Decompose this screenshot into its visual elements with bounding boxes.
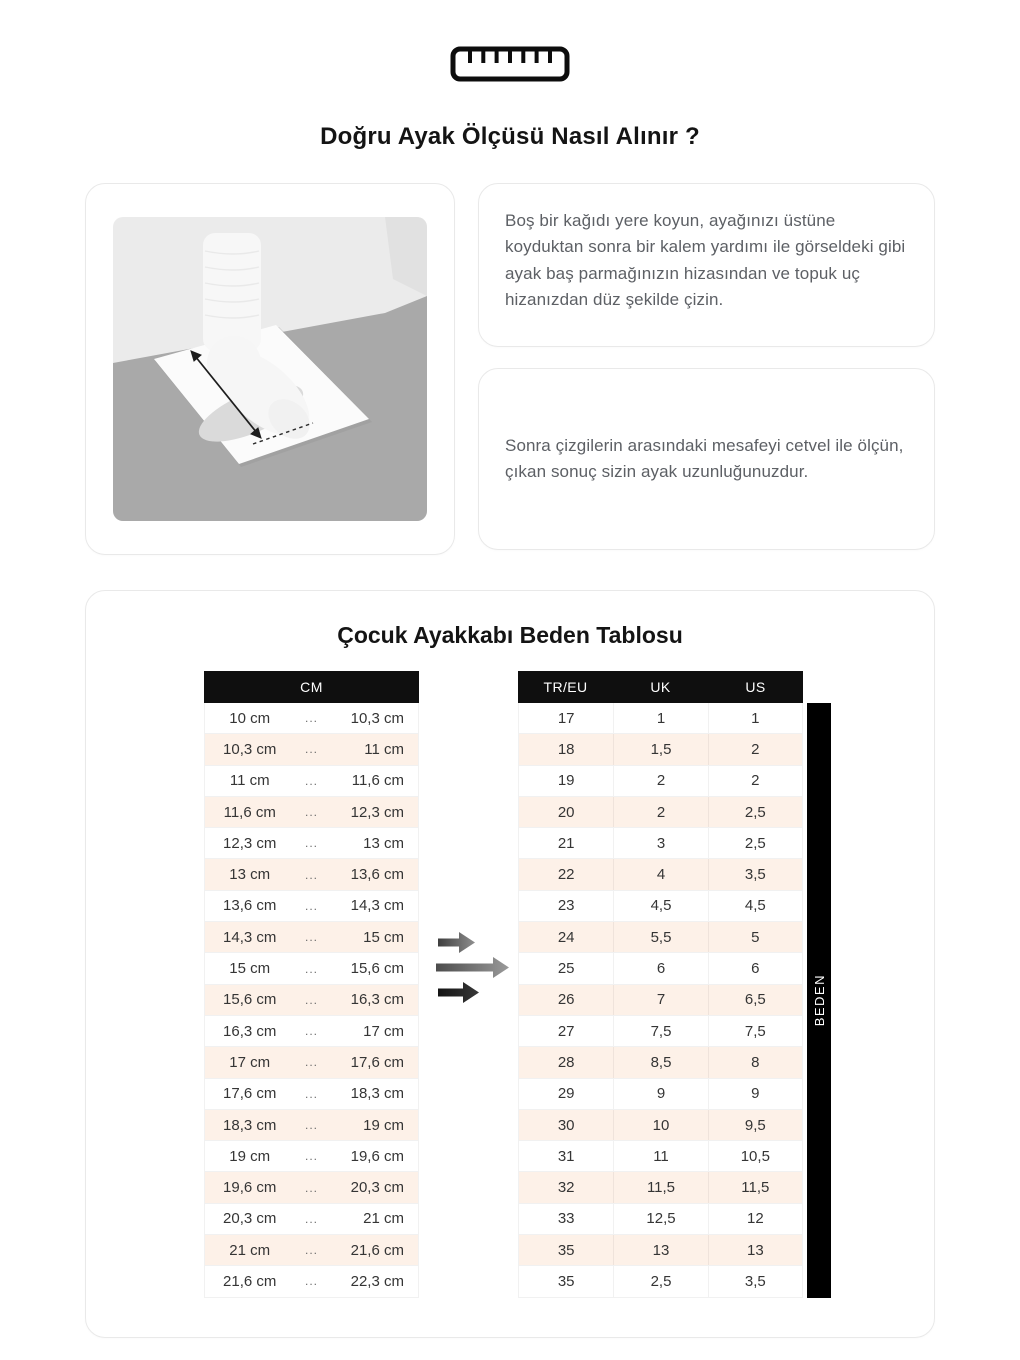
- size-table-row: [519, 985, 802, 1016]
- cm-range-to: 21 cm: [363, 1210, 404, 1228]
- cm-range-to: 18,3 cm: [350, 1085, 404, 1103]
- page-title: Doğru Ayak Ölçüsü Nasıl Alınır ?: [320, 123, 700, 150]
- treu-size: 21: [557, 834, 575, 852]
- beden-bar: [807, 703, 831, 1298]
- instruction-cards: [478, 183, 935, 555]
- uk-size: 1: [613, 703, 707, 733]
- size-table-row: [519, 1141, 802, 1172]
- range-dots: ...: [304, 961, 318, 976]
- size-table-row: [519, 703, 802, 734]
- ruler-icon: [450, 46, 570, 82]
- us-size: 10,5: [708, 1141, 802, 1171]
- cm-range-from: 21 cm: [229, 1241, 271, 1259]
- uk-size: 13: [613, 1235, 707, 1265]
- uk-size: 3: [613, 828, 707, 858]
- cm-table-row: [205, 703, 418, 734]
- cm-range-to: 13 cm: [363, 834, 404, 852]
- treu-size: 20: [557, 803, 575, 821]
- us-size: 2: [708, 734, 802, 764]
- treu-size: 33: [557, 1210, 575, 1228]
- beden-label: BEDEN: [811, 974, 827, 1027]
- size-table-row: [519, 1079, 802, 1110]
- cm-range-to: 22,3 cm: [350, 1272, 404, 1290]
- us-size: 1: [708, 703, 802, 733]
- us-size: 4,5: [708, 891, 802, 921]
- uk-size: 4: [613, 859, 707, 889]
- instruction-text-2: Sonra çizgilerin arasındaki mesafeyi cetvel ile ölçün, çıkan sonuç sizin ayak uzunluğunuzdur.: [505, 435, 904, 481]
- cm-range-to: 13,6 cm: [350, 866, 404, 884]
- cm-table-row: [205, 734, 418, 765]
- us-size: 3,5: [708, 1266, 802, 1296]
- range-dots: ...: [304, 742, 318, 757]
- size-table-row: [519, 1235, 802, 1266]
- us-size: 2,5: [708, 797, 802, 827]
- us-size: 9,5: [708, 1110, 802, 1140]
- treu-size: 26: [557, 991, 575, 1009]
- uk-size: 1,5: [613, 734, 707, 764]
- us-size: 6: [708, 953, 802, 983]
- uk-size: 5,5: [613, 922, 707, 952]
- treu-size: 24: [557, 928, 575, 946]
- size-table-row: [519, 797, 802, 828]
- cm-range-from: 19 cm: [229, 1147, 271, 1165]
- cm-range-from: 21,6 cm: [223, 1272, 277, 1290]
- size-table-row: [519, 1204, 802, 1235]
- instruction-card-2: [478, 368, 935, 550]
- page-header: [0, 0, 1020, 151]
- us-size: 11,5: [708, 1172, 802, 1202]
- international-size-table: [518, 671, 803, 1298]
- size-table-row: [519, 1266, 802, 1297]
- us-size: 8: [708, 1047, 802, 1077]
- uk-size: 6: [613, 953, 707, 983]
- cm-table: [204, 671, 419, 1298]
- range-dots: ...: [304, 805, 318, 820]
- size-table-row: [519, 828, 802, 859]
- range-dots: ...: [304, 1211, 318, 1226]
- range-dots: ...: [304, 1274, 318, 1289]
- cm-range-from: 19,6 cm: [223, 1179, 277, 1197]
- cm-range-to: 16,3 cm: [350, 991, 404, 1009]
- cm-table-row: [205, 953, 418, 984]
- range-dots: ...: [304, 1024, 318, 1039]
- uk-size: 11: [613, 1141, 707, 1171]
- range-dots: ...: [304, 773, 318, 788]
- uk-size: 8,5: [613, 1047, 707, 1077]
- us-size: 9: [708, 1079, 802, 1109]
- cm-range-to: 11,6 cm: [351, 772, 404, 790]
- treu-size: 23: [557, 897, 575, 915]
- uk-size: 12,5: [613, 1204, 707, 1234]
- uk-size: 2,5: [613, 1266, 707, 1296]
- cm-range-to: 11 cm: [364, 740, 404, 758]
- uk-size: 9: [613, 1079, 707, 1109]
- cm-table-row: [205, 985, 418, 1016]
- cm-table-row: [205, 797, 418, 828]
- foot-measurement-illustration: [113, 217, 427, 521]
- size-table-row: [519, 1016, 802, 1047]
- size-table-row: [519, 953, 802, 984]
- cm-range-from: 13,6 cm: [223, 897, 277, 915]
- size-table-card: [85, 590, 935, 1338]
- range-dots: ...: [304, 711, 318, 726]
- size-table-row: [519, 891, 802, 922]
- us-size: 12: [708, 1204, 802, 1234]
- cm-range-to: 17 cm: [363, 1022, 404, 1040]
- cm-table-row: [205, 1141, 418, 1172]
- cm-table-row: [205, 1016, 418, 1047]
- range-dots: ...: [304, 992, 318, 1007]
- cm-range-from: 11 cm: [229, 772, 270, 790]
- size-table-row: [519, 859, 802, 890]
- size-table-row: [519, 766, 802, 797]
- uk-size: 10: [613, 1110, 707, 1140]
- treu-size: 18: [557, 740, 575, 758]
- size-table-header-us: US: [745, 679, 766, 695]
- foot-photo-card: [85, 183, 455, 555]
- us-size: 3,5: [708, 859, 802, 889]
- cm-table-body: [204, 703, 419, 1298]
- treu-size: 35: [557, 1272, 575, 1290]
- range-dots: ...: [304, 1180, 318, 1195]
- uk-size: 7,5: [613, 1016, 707, 1046]
- cm-range-from: 17,6 cm: [223, 1085, 277, 1103]
- us-size: 13: [708, 1235, 802, 1265]
- size-table-header-treu: TR/EU: [543, 679, 588, 695]
- size-table-row: [519, 1172, 802, 1203]
- range-dots: ...: [304, 1149, 318, 1164]
- cm-table-row: [205, 1110, 418, 1141]
- cm-table-row: [205, 1204, 418, 1235]
- cm-table-row: [205, 922, 418, 953]
- size-tables: [86, 671, 934, 1298]
- uk-size: 2: [613, 766, 707, 796]
- cm-range-to: 19,6 cm: [350, 1147, 404, 1165]
- cm-range-to: 15,6 cm: [350, 960, 404, 978]
- treu-size: 31: [557, 1147, 575, 1165]
- size-table-row: [519, 1047, 802, 1078]
- treu-size: 29: [557, 1085, 575, 1103]
- measurement-guide-section: [85, 183, 935, 555]
- cm-range-from: 12,3 cm: [223, 834, 277, 852]
- cm-table-row: [205, 1079, 418, 1110]
- us-size: 5: [708, 922, 802, 952]
- cm-range-to: 12,3 cm: [350, 803, 404, 821]
- instruction-text-1: Boş bir kağıdı yere koyun, ayağınızı üstüne koyduktan sonra bir kalem yardımı ile görseldeki gibi ayak baş parmağınızın hizasından ve topuk uç hizanızdan düz şekilde çizin.: [505, 211, 906, 310]
- cm-range-to: 21,6 cm: [350, 1241, 404, 1259]
- us-size: 2,5: [708, 828, 802, 858]
- cm-table-row: [205, 1172, 418, 1203]
- us-size: 6,5: [708, 985, 802, 1015]
- cm-range-from: 10,3 cm: [223, 740, 277, 758]
- cm-range-to: 19 cm: [363, 1116, 404, 1134]
- cm-table-row: [205, 859, 418, 890]
- cm-range-to: 17,6 cm: [350, 1053, 404, 1071]
- cm-range-from: 15,6 cm: [223, 991, 277, 1009]
- cm-range-to: 10,3 cm: [350, 709, 404, 727]
- cm-table-row: [205, 1047, 418, 1078]
- uk-size: 11,5: [613, 1172, 707, 1202]
- instruction-card-1: [478, 183, 935, 347]
- transfer-arrows-icon: [419, 671, 518, 1298]
- cm-range-from: 18,3 cm: [223, 1116, 277, 1134]
- cm-range-from: 20,3 cm: [223, 1210, 277, 1228]
- cm-table-row: [205, 891, 418, 922]
- treu-size: 22: [557, 866, 575, 884]
- range-dots: ...: [304, 1243, 318, 1258]
- cm-range-from: 13 cm: [229, 866, 271, 884]
- size-table-row: [519, 1110, 802, 1141]
- treu-size: 27: [557, 1022, 575, 1040]
- treu-size: 30: [557, 1116, 575, 1134]
- range-dots: ...: [304, 1118, 318, 1132]
- cm-range-from: 10 cm: [229, 709, 271, 727]
- range-dots: ...: [304, 867, 318, 882]
- cm-table-row: [205, 1266, 418, 1297]
- size-table-header-uk: UK: [650, 679, 671, 695]
- cm-range-from: 11,6 cm: [223, 803, 276, 821]
- range-dots: ...: [304, 930, 318, 945]
- cm-range-to: 15 cm: [363, 928, 404, 946]
- range-dots: ...: [304, 898, 318, 913]
- size-table-body: [518, 703, 803, 1298]
- cm-range-from: 15 cm: [229, 960, 271, 978]
- treu-size: 25: [557, 960, 575, 978]
- range-dots: ...: [304, 1086, 318, 1101]
- uk-size: 4,5: [613, 891, 707, 921]
- range-dots: ...: [304, 836, 318, 851]
- cm-range-from: 14,3 cm: [223, 928, 277, 946]
- treu-size: 35: [557, 1241, 575, 1259]
- cm-table-row: [205, 766, 418, 797]
- cm-range-from: 16,3 cm: [223, 1022, 277, 1040]
- uk-size: 2: [613, 797, 707, 827]
- cm-range-from: 17 cm: [229, 1053, 271, 1071]
- treu-size: 19: [557, 772, 575, 790]
- uk-size: 7: [613, 985, 707, 1015]
- cm-range-to: 14,3 cm: [350, 897, 404, 915]
- size-table-title: Çocuk Ayakkabı Beden Tablosu: [337, 622, 683, 648]
- cm-range-to: 20,3 cm: [350, 1179, 404, 1197]
- range-dots: ...: [304, 1055, 318, 1070]
- size-table-row: [519, 734, 802, 765]
- cm-table-row: [205, 1235, 418, 1266]
- us-size: 2: [708, 766, 802, 796]
- treu-size: 32: [557, 1179, 575, 1197]
- treu-size: 17: [557, 709, 575, 727]
- size-table-header-row: [518, 671, 803, 703]
- cm-table-row: [205, 828, 418, 859]
- us-size: 7,5: [708, 1016, 802, 1046]
- treu-size: 28: [557, 1053, 575, 1071]
- size-table-row: [519, 922, 802, 953]
- cm-table-header: CM: [204, 671, 419, 703]
